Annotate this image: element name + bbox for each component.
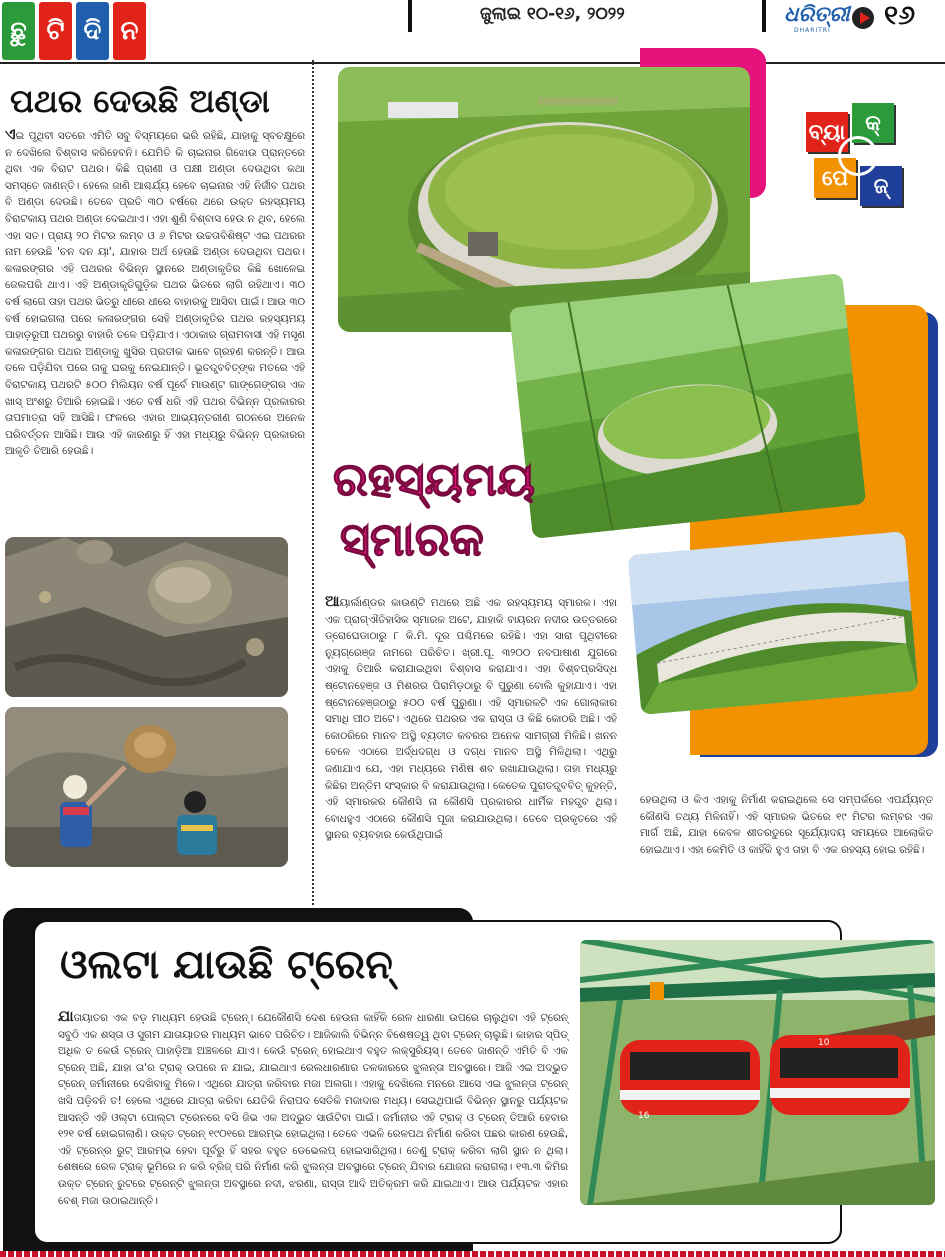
badge-ring — [838, 136, 878, 176]
section-letter: ଦି — [76, 2, 109, 60]
header-rule — [0, 62, 945, 64]
monument-landscape-photo — [509, 273, 866, 539]
section-letter: ନ — [113, 2, 146, 60]
drop-cap: ଆ — [325, 592, 340, 610]
drop-cap: ଯା — [58, 1007, 74, 1025]
badge-letter: ଜ୍ — [860, 166, 902, 206]
badge-letter: ବ୍ୟା — [806, 112, 848, 152]
brand-logo: ଧରିତ୍ରୀ — [784, 2, 850, 26]
column-divider — [312, 60, 314, 905]
play-icon — [852, 7, 874, 29]
egg-article-title: ପଥର ଦେଉଛି ଅଣ୍ଡା — [10, 82, 270, 120]
masthead-divider — [762, 0, 766, 32]
monument-wall-photo — [628, 531, 919, 715]
egg-stone-photo — [5, 537, 288, 697]
drop-cap: ଏ — [5, 125, 16, 143]
brand-logo-sub: DHARITRI — [794, 27, 831, 34]
villagers-photo — [5, 707, 288, 867]
section-letter: ଛୁ — [2, 2, 35, 60]
train-article-title: ଓଲଟା ଯାଉଛି ଟ୍ରେନ୍ — [60, 942, 393, 988]
train-article-body — [58, 1008, 568, 1209]
train-number: 10 — [818, 1038, 830, 1048]
page-number: ୧୬ — [884, 0, 916, 31]
monument-article-body-cont: ହେଉଥିଲା ଓ କିଏ ଏହାକୁ ନିର୍ମାଣ କରାଇଥିଲେ ସେ ସମ୍ପର୍କରେ ଏପର୍ଯ୍ୟନ୍ତ କୌଣସି ତଥ୍ୟ ମିଳିନାହିଁ। ଏହି ସ୍ମାରକ ଭିତରେ ୧୯ ମିଟର ଲମ୍ବର ଏକ ମାର୍ଗ ଅଛି, ଯାହା କେବଳ ଶୀତରତୁରେ ସୂର୍ଯ୍ୟୋଦୟ ସମୟରେ ଆଲୋକିତ ହୋଇଥାଏ। ଏହା କେମିତି ଓ କାହିଁକି ହୁଏ ତାହା ବି ଏକ ରହସ୍ୟ ହୋଇ ରହିଛି। — [640, 794, 933, 856]
monument-article-body — [325, 593, 617, 844]
section-letter: ଟି — [39, 2, 72, 60]
badge-letter: ପେ — [814, 158, 856, 198]
train-number: 16 — [638, 1111, 650, 1121]
footer-stripe — [0, 1251, 945, 1257]
badge-letter: କ୍ — [852, 103, 894, 143]
monument-title-line1: ରହସ୍ୟମୟ — [333, 452, 535, 506]
egg-article-body — [5, 126, 305, 460]
issue-date: ଜୁଲାଇ ୧୦-୧୬, ୨୦୨୨ — [480, 4, 625, 24]
suspended-train-photo — [580, 940, 935, 1205]
egg-article-text: ଇ ପୃଥିବୀ ସତରେ ଏମିତି ସବୁ ବିସ୍ମୟରେ ଭରି ରହିଛି, ଯାହାକୁ ସ୍ବଚକ୍ଷୁରେ ନ ଦେଖିଲେ ବିଶ୍ବାସ କରିହେବନି। ଯେମିତି କି ଚାଇନାର ଗିଝୋଉ ପ୍ରାନ୍ତରେ ଥିବା ଏକ ବିରାଟ ପଥର। କିଛି ପ୍ରାଣୀ ଓ ପକ୍ଷୀ ଅଣ୍ଡା ଦେଉଥିବା କଥା ସମସ୍ତେ ଜାଣନ୍ତି। ହେଲେ ଜାଣି ଆଶ୍ଚର୍ଯ୍ୟ ହେବେ ଚାଇନାର ଏହି ନିର୍ଜୀବ ପଥର ବି ଅଣ୍ଡା ଦେଉଛି। ତେବେ ପ୍ରତି ୩୦ ବର୍ଷରେ ଥରେ ଉକ୍ତ ରହସ୍ୟମୟ ବିରାଟକାୟ ପଥର ଅଣ୍ଡା ଦେଇଥାଏ। ଏହା ଶୁଣି ବିଶ୍ବାସ ହେଉ ନ ଥିବ, ହେଲେ ଏହା ସତ। ପ୍ରାୟ ୨୦ ମିଟର ଲମ୍ବ ଓ ୬ ମିଟର ଉଚ୍ଚତାବିଶିଷ୍ଟ ଏଇ ପଥରର ନାମ ହେଉଛି 'ଚନ ଦନ ୟା', ଯାହାର ଅର୍ଥ ହେଉଛି ଅଣ୍ଡା ଦେଉଥିବା ପଥର। କଳାରଙ୍ଗର ଏହି ପଥରର ବିଭିନ୍ନ ସ୍ଥାନରେ ଅଣ୍ଡାକୃତିର କିଛି ଖୋଳେଇ ଜେଲପରି ଥାଏ। ଏହି ଅଣ୍ଡାକୃତିଗୁଡ଼ିକ ପଥର ଭିତରେ ଲାଗି ରହିଥାଏ। ୩୦ ବର୍ଷ ଲାଗେ ତାହା ପଥର ଭିତରୁ ଧୀରେ ଧୀରେ ବାହାରକୁ ଆସିବା ପାଇଁ। ଆଉ ୩୦ ବର୍ଷ ହୋଇଗଲା ପରେ କଳାରଙ୍ଗର ସେହି ଅଣ୍ଡାକୃତିର ପଥର ରହସ୍ୟମୟ ପାହାଡ଼ରୂପୀ ପଥରରୁ ବାହାରି ତଳେ ପଡ଼ିଯାଏ। ଏଠାକାର ଗ୍ରାମବାସୀ ଏହି ମସୃଣ କଳାରଙ୍ଗର ପଥର ଅଣ୍ଡାକୁ ଖୁସିର ପ୍ରତୀକ ଭାବେ ଗ୍ରହଣ କରନ୍ତି। ଆଉ ତଳେ ପଡ଼ିଯିବା ପରେ ତାକୁ ଘରକୁ ନେଇଯାନ୍ତି। ଭୂତତ୍ତ୍ବବିତ୍‌ଙ୍କ ମତରେ ଏହି ବିରାଟକାୟ ପଥରଟି ୫୦୦ ମିଲିୟନ ବର୍ଷ ପୂର୍ବେ ମାଉଣ୍ଟ ଗାଙ୍ଗେଙ୍ଗର ଏକ ଖାସ୍ ଅଂଶରୁ ତିଆରି ହୋଇଛି। ଏତେ ବର୍ଷ ଧରି ଏହି ପଥର ବିଭିନ୍ନ ପ୍ରକାରର ତାପମାତ୍ରା ସହି ଆସିଛି। ଫଳରେ ଏହାର ଆଭ୍ୟନ୍ତରୀଣ ଗଠନରେ ଅନେକ ପରିବର୍ତ୍ତନ ଆସିଛି। ଆଉ ଏହି କାରଣରୁ ହିଁ ଏହା ମଧ୍ୟରୁ ବିଭିନ୍ନ ପ୍ରକାରର ଆକୃତି ତିଆରି ହେଉଛି। — [5, 130, 305, 458]
train-article-text: ତାୟାତର ଏକ ବଡ଼ ମାଧ୍ୟମ ହେଉଛି ଟ୍ରେନ୍। ଯେକୌଣସି ଦେଶ ହେଉନା କାହିଁକି ରେଳ ଧାରଣା ଉପରେ ଚାଲୁଥିବା ଏହି ଟ୍ରେନ୍ ସବୁଠି ଏକ ଶସ୍ତା ଓ ସୁଗମ ଯାତାୟାତର ମାଧ୍ୟମ ଭାବେ ପରିଚିତ। ଆଜିକାଲି ବିଭିନ୍ନ ବିଶେଷତ୍ୱ ଥିବା ଟ୍ରେନ୍ ଚାଲୁଛି। କାହାର ସ୍ପିଡ୍ ଅଧିକ ତ କେଉଁ ଟ୍ରେନ୍ ପାହାଡ଼ିଆ ଅଞ୍ଚଳରେ ଯାଏ। କେଉଁ ଟ୍ରେନ୍ ହୋଇଥାଏ ବହୁତ ଲକ୍ସୁରିୟସ୍। ତେବେ ଜାଣନ୍ତି ଏମିତି ବି ଏକ ଟ୍ରେନ୍ ଅଛି, ଯାହା ତା'ର ଟ୍ରାକ୍ ଉପରେ ନ ଯାଇ, ଯାଇଥାଏ ରେଲଧାରଣାର ତଳକାରରେ ଝୁଲନ୍ତା ଅବସ୍ଥାରେ। ଆଜି ଏଇ ଅଦ୍ଭୁତ ଟ୍ରେନ୍ ଜର୍ମାନୀରେ ଦେଖିବାକୁ ମିଳେ। ଏଥିରେ ଯାତ୍ରା କରିବାର ମଜା ଅଲଗା। ଏହାକୁ ଦେଖିଲେ ମନରେ ଆସେ ଏଇ ଝୁଲନ୍ତା ଟ୍ରେନ୍ ଖସି ପଡ଼ିବନି ତ! ହେଲେ ଏଥିରେ ଯାତ୍ରା କରିବା ଯେତିକି ନିରାପଦ ସେତିକି ମଜାଦାର ମଧ୍ୟ। ସେଇଥିପାଇଁ ବିଭିନ୍ନ ସ୍ଥାନରୁ ପର୍ଯ୍ୟଟକ ଆସନ୍ତି ଏହି ଓଲ୍ଟା ପୋଲ୍ଟା ଟ୍ରେନରେ ବସି ଜିଭ ଏକ ଅଦ୍ଭୁତ ସାଉଁଟିବା ପାଇଁ। ଜର୍ମାନୀର ଏହି ଟ୍ରାକ୍ ଓ ଟ୍ରେନ୍ ତିଆରି ହେବାର ୧୨୧ ବର୍ଷ ହୋଇଗଲାଣି। ଉକ୍ତ ଟ୍ରେନ୍ ୧୯୦୧ରେ ଆରମ୍ଭ ହୋଇଥିଲା। ତେବେ ଏଭଳି ରେଳପଥ ନିର୍ମାଣ କରିବା ପଛର କାରଣ ହେଉଛି, ଏହି ଟ୍ରେନ୍‌ର ରୁଟ୍ ଆରମ୍ଭ ହେବା ପୂର୍ବରୁ ହିଁ ସହର ବହୁତ ଡେଭେଲପ୍ ହୋଇସାରିଥିଲା। ତେଣୁ ଟ୍ରାକ୍ କରିବା ଲାଗି ସ୍ଥାନ ନ ଥିଲା। ଶେଷରେ ରେଳ ଟ୍ରାକ୍ ଭୂମିରେ ନ କରି ବ୍ରିଜ୍ ପରି ନିର୍ମାଣ କରି ଝୁଲନ୍ତା ଅବସ୍ଥାରେ ଟ୍ରେନ୍ ଯିବାର ଯୋଜନା କରାଗଲା। ୧୩.୩ କିମିର ଉକ୍ତ ଟ୍ରେନ୍ ରୁଟରେ ଟ୍ରେନ୍‌ଟି ଝୁଲନ୍ତା ଅବସ୍ଥାରେ ନଦୀ, ଝରଣା, ରାସ୍ତା ଆଦି ଅତିକ୍ରମ କରି ଯାଇଥାଏ। ଆଉ ପର୍ଯ୍ୟଟକ ଏହାର ବେଶ୍ ମଜା ଉଠାଇଥାନ୍ତି। — [58, 1012, 568, 1207]
monument-title-line2: ସ୍ମାରକ — [340, 512, 484, 566]
monument-article-text: ୟାର୍ଲାଣ୍ଡର କାଉଣ୍ଟି ମଥରେ ଅଛି ଏକ ରହସ୍ୟମୟ ସ୍ମାରକ। ଏହା ଏକ ପ୍ରାଗ୍‌ଐତିହାସିକ ସ୍ମାରକ ଅଟେ, ଯାହାକି ବାୟରନ ନଦୀର ଉତ୍ତରରେ ଡ୍ରୋଘେଡାଠାରୁ ୮ କି.ମି. ଦୂର ପଶ୍ଚିମରେ ରହିଛି। ଏହା ସାରା ପୃଥିବୀରେ ନ୍ୟୁଗ୍ରେଞ୍ଜ ନାମରେ ପରିଚିତ। ଖ୍ରୀ.ପୂ. ୩୨୦୦ ନବପାଷାଣ ଯୁଗରେ ଏହାକୁ ତିଆରି କରାଯାଇଥିବା ବିଶ୍ବାସ କରାଯାଏ। ଏହା ବିଶ୍ବପ୍ରସିଦ୍ଧ ଷ୍ଟୋନହେଞ୍ଜ ଓ ମିଶରର ପିରାମିଡ଼ଠାରୁ ବି ପୁରୁଣା ବୋଲି କୁହାଯାଏ। ଏହା ଷ୍ଟୋନହେଞ୍ଜଠାରୁ ୫୦୦ ବର୍ଷ ପୁରୁଣା। ଏହି ସ୍ମାରକଟି ଏକ ଗୋଲାକାର ସମାଧି ପୀଠ ଅଟେ। ଏଥିରେ ପଥରର ଏକ ରାସ୍ତା ଓ କିଛି କୋଠରି ଅଛି। ଏହି କୋଠରିରେ ମାନବ ଅସ୍ଥି ବ୍ୟତୀତ କବରର ଅନେକ ସାମଗ୍ରୀ ମିଳିଛି। ଖନନ ବେଳେ ଏଠାରେ ଅର୍ଦ୍ଧଦଗ୍ଧ ଓ ଦଗ୍ଧ ମାନବ ଅସ୍ଥି ମିଳିଥିଲା। ଏଥିରୁ ଜଣାଯାଏ ଯେ, ଏହା ମଧ୍ୟରେ ମଣିଷ ଶବ ରଖାଯାଉଥିଲା। ତାହା ମଧ୍ୟରୁ କିଛିର ଅନ୍ତିମ ସଂସ୍କାର ବି କରାଯାଉଥିଲା। କେତେକ ପୁରାତତ୍ତ୍ବବିତ୍ କୁହନ୍ତି, ଏହି ସ୍ମାରକର କୌଣସି ନା କୌଣସି ପ୍ରକାରର ଧାର୍ମିକ ମହତ୍ତ୍ବ ଥିଲା। ବୋଧହୁଏ ଏଠାରେ କୌଣସି ପୂଜା କରାଯାଉଥିଲା। ତେବେ ପ୍ରକୃତରେ ଏହି ସ୍ଥାନର ବ୍ୟବହାର କେଉଁଥିପାଇଁ — [325, 597, 617, 842]
masthead-divider — [408, 0, 412, 32]
